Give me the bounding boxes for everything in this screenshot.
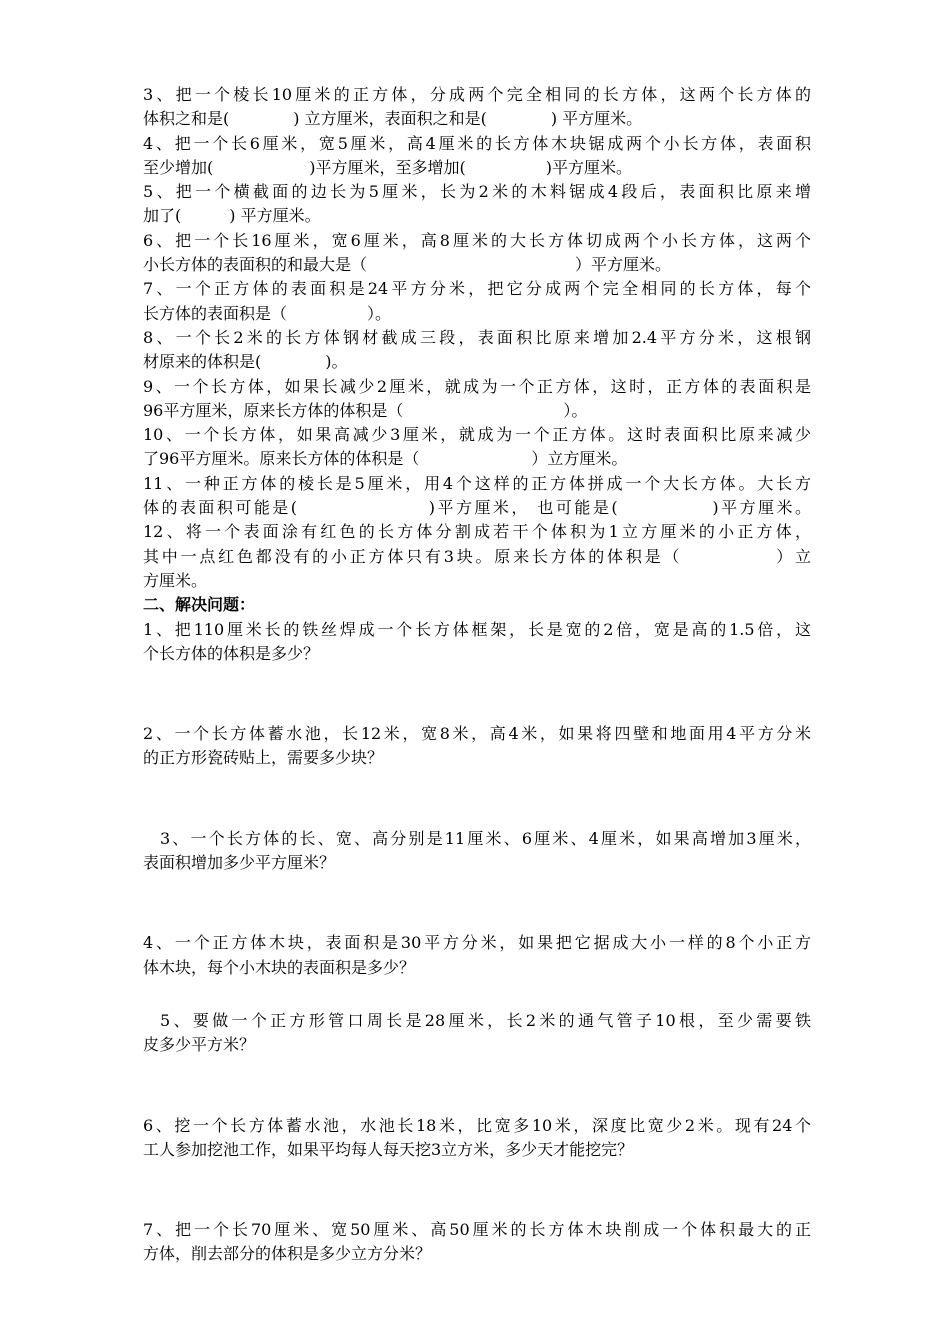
answer-space xyxy=(143,1058,811,1114)
problem-3 xyxy=(143,827,811,876)
fill-in-question-7 xyxy=(143,277,811,326)
problem-line: 的正方形瓷砖贴上，需要多少块？ xyxy=(143,748,384,768)
problem-line: 7、把一个长70厘米、宽50厘米、高50厘米的长方体木块削成一个体积最大的正 xyxy=(143,1220,811,1240)
question-line: 96平方厘米，原来长方体的体积是（ ）。 xyxy=(143,400,588,420)
question-line: 小长方体的表面积的和最大是（ ）平方厘米。 xyxy=(143,255,672,275)
question-line: 12、将一个表面涂有红色的长方体分割成若干个体积为1立方厘米的小正方体， xyxy=(143,522,811,542)
question-line: 5、把一个横截面的边长为5厘米，长为2米的木料锯成4段后，表面积比原来增 xyxy=(143,182,811,202)
question-line: 体的表面积可能是( )平方厘米， 也可能是( )平方厘米。 xyxy=(143,498,811,518)
fill-in-question-11 xyxy=(143,472,811,521)
fill-in-question-3 xyxy=(143,83,811,132)
answer-space xyxy=(143,1162,811,1218)
answer-space xyxy=(143,875,811,931)
problem-line: 1、把110厘米长的铁丝焊成一个长方体框架，长是宽的2倍，宽是高的1.5倍，这 xyxy=(143,619,811,639)
problem-line: 皮多少平方米？ xyxy=(143,1035,256,1055)
fill-in-question-6 xyxy=(143,229,811,278)
fill-in-question-10 xyxy=(143,423,811,472)
worksheet-page xyxy=(143,83,811,1267)
fill-in-question-4 xyxy=(143,132,811,181)
fill-in-question-5 xyxy=(143,180,811,229)
question-line: 材原来的体积是( )。 xyxy=(143,352,348,372)
problem-line: 体木块，每个小木块的表面积是多少？ xyxy=(143,957,416,977)
answer-space xyxy=(143,666,811,722)
question-line: 加了( ) 平方厘米。 xyxy=(143,206,321,226)
question-line: 10、一个长方体，如果高减少3厘米，就成为一个正方体。这时表面积比原来减少 xyxy=(143,425,811,445)
answer-space xyxy=(143,980,811,1009)
question-line: 3、把一个棱长10厘米的正方体，分成两个完全相同的长方体，这两个长方体的 xyxy=(143,85,811,104)
problem-line: 工人参加挖池工作，如果平均每人每天挖3立方米，多少天才能挖完？ xyxy=(143,1139,634,1159)
fill-in-question-9 xyxy=(143,375,811,424)
question-line: 11、一种正方体的棱长是5厘米，用4个这样的正方体拼成一个大长方体。大长方 xyxy=(143,473,811,493)
fill-in-question-12 xyxy=(143,520,811,593)
question-line: 方厘米。 xyxy=(143,570,208,590)
problem-1 xyxy=(143,618,811,667)
problem-5 xyxy=(143,1009,811,1058)
problem-line: 5、要做一个正方形管口周长是28厘米，长2米的通气管子10根，至少需要铁 xyxy=(160,1010,811,1030)
question-line: 了96平方厘米。原来长方体的体积是（ ）立方厘米。 xyxy=(143,449,628,469)
problem-line: 6、挖一个长方体蓄水池，水池长18米，比宽多10米，深度比宽少2米。现有24个 xyxy=(143,1115,811,1135)
question-line: 4、把一个长6厘米，宽5厘米，高4厘米的长方体木块锯成两个小长方体，表面积 xyxy=(143,133,811,153)
question-line: 至少增加( )平方厘米，至多增加( )平方厘米。 xyxy=(143,157,632,177)
problem-line: 方体，削去部分的体积是多少立方分米？ xyxy=(143,1244,432,1264)
question-line: 9、一个长方体，如果长减少2厘米，就成为一个正方体，这时，正方体的表面积是 xyxy=(143,376,811,396)
fill-in-question-8 xyxy=(143,326,811,375)
problem-line: 表面积增加多少平方厘米？ xyxy=(143,853,336,873)
question-line: 7、一个正方体的表面积是24平方分米，把它分成两个完全相同的长方体，每个 xyxy=(143,279,811,299)
question-line: 体积之和是( ) 立方厘米，表面积之和是( ) 平方厘米。 xyxy=(143,109,643,129)
problem-line: 4、一个正方体木块，表面积是30平方分米，如果把它据成大小一样的8个小正方 xyxy=(143,933,811,953)
problem-line: 3、一个长方体的长、宽、高分别是11厘米、6厘米、4厘米，如果高增加3厘米， xyxy=(160,828,811,848)
problem-4 xyxy=(143,931,811,980)
question-line: 6、把一个长16厘米，宽6厘米，高8厘米的大长方体切成两个小长方体，这两个 xyxy=(143,230,811,250)
question-line: 其中一点红色都没有的小正方体只有3块。原来长方体的体积是（ ）立 xyxy=(143,546,811,566)
problem-line: 2、一个长方体蓄水池，长12米，宽8米，高4米，如果将四壁和地面用4平方分米 xyxy=(143,724,811,744)
problem-line: 个长方体的体积是多少？ xyxy=(143,643,320,663)
problem-2 xyxy=(143,722,811,771)
problem-6 xyxy=(143,1114,811,1163)
answer-space xyxy=(143,771,811,827)
section-title: 二、解决问题： xyxy=(143,595,256,615)
question-line: 8、一个长2米的长方体钢材截成三段，表面积比原来增加2.4平方分米，这根钢 xyxy=(143,327,811,347)
problem-7 xyxy=(143,1218,811,1267)
question-line: 长方体的表面积是（ ）。 xyxy=(143,303,392,323)
